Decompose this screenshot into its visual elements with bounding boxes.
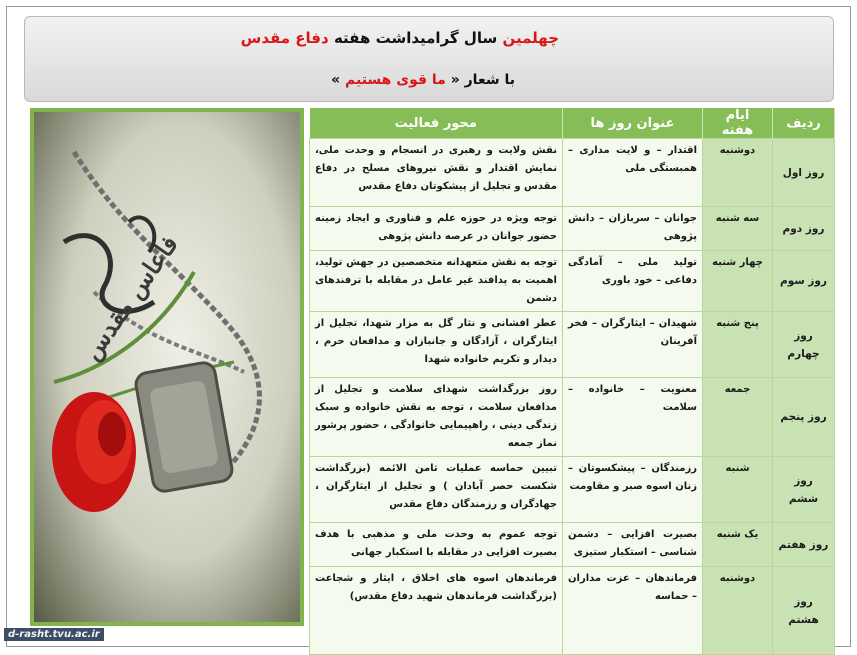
- row-label: روز دوم: [773, 207, 835, 251]
- calligraphy-text: فاعاس مقدس: [76, 230, 184, 366]
- header-weekday: ایام هفته: [703, 108, 773, 139]
- row-title: معنویت – خانواده – سلامت: [563, 378, 703, 457]
- table-row: [310, 567, 835, 655]
- dog-tag-artwork: [34, 112, 300, 622]
- slogan-prefix: با شعار «: [450, 72, 515, 88]
- row-label: روز ششم: [773, 457, 835, 523]
- row-weekday: چهار شنبه: [703, 251, 773, 312]
- table-row: [310, 523, 835, 567]
- row-focus: توجه به نقش متعهدانه متخصصین در جهش تولید، اهمیت به پدافند غیر عامل در مقابله با ترفندهای دشمن: [310, 251, 563, 312]
- row-label: روز هشتم: [773, 567, 835, 655]
- dog-tag-illustration: [34, 112, 300, 622]
- row-weekday: یک شنبه: [703, 523, 773, 567]
- row-title: رزمندگان – پیشکسوتان – زنان اسوه صبر و مقاومت: [563, 457, 703, 523]
- row-weekday: دوشنبه: [703, 139, 773, 207]
- table-row: [310, 312, 835, 378]
- row-title: جوانان – سربازان – دانش پژوهی: [563, 207, 703, 251]
- row-weekday: شنبه: [703, 457, 773, 523]
- title-box: [24, 16, 834, 102]
- slogan-text: ما قوی هستیم: [345, 72, 446, 88]
- program-table: [309, 108, 835, 655]
- row-title: فرماندهان – عزت مداران – حماسه: [563, 567, 703, 655]
- title-text: سال گرامیداشت هفته: [333, 29, 498, 47]
- site-link[interactable]: d-rasht.tvu.ac.ir: [4, 628, 104, 641]
- row-label: روز هفتم: [773, 523, 835, 567]
- row-title: اقتدار – و لایت مداری – همبستگی ملی: [563, 139, 703, 207]
- row-weekday: پنج شنبه: [703, 312, 773, 378]
- row-weekday: دوشنبه: [703, 567, 773, 655]
- row-title: بصیرت افزایی – دشمن شناسی – استکبار ستیزی: [563, 523, 703, 567]
- row-focus: تبیین حماسه عملیات ثامن الائمه (بزرگداشت شکست حصر آبادان ) و تجلیل از ایثارگران ، جهادگران و رزمندگان دفاع مقدس: [310, 457, 563, 523]
- row-title: تولید ملی – آمادگی دفاعی – خود باوری: [563, 251, 703, 312]
- table-row: [310, 378, 835, 457]
- row-focus: عطر افشانی و نثار گل به مزار شهدا، تجلیل از ایثارگران ، آزادگان و جانبازان و مدافعان حرم ، دیدار و تکریم خانواده شهدا: [310, 312, 563, 378]
- row-focus: توجه ویژه در حوزه علم و فناوری و ایجاد زمینه حضور جوانان در عرصه دانش پژوهی: [310, 207, 563, 251]
- title-highlight: دفاع مقدس: [240, 29, 329, 47]
- row-title: شهیدان – ایثارگران – فخر آفرینان: [563, 312, 703, 378]
- table-row: [310, 207, 835, 251]
- row-label: روز چهارم: [773, 312, 835, 378]
- header-activity-focus: محور فعالیت: [310, 108, 563, 139]
- header-row-number: ردیف: [773, 108, 835, 139]
- row-weekday: سه شنبه: [703, 207, 773, 251]
- row-focus: نقش ولایت و رهبری در انسجام و وحدت ملی، نمایش اقتدار و نقش نیروهای مسلح در دفاع مقدس و تجلیل از پیشکوتان دفاع مقدس: [310, 139, 563, 207]
- table-row: [310, 251, 835, 312]
- row-focus: روز بزرگداشت شهدای سلامت و تجلیل از مدافعان سلامت ، توجه به نقش خانواده و سبک زندگی دینی ، راهپیمایی خانوادگی ، حضور پرشور نماز جمعه: [310, 378, 563, 457]
- row-label: روز اول: [773, 139, 835, 207]
- row-label: روز پنجم: [773, 378, 835, 457]
- row-weekday: جمعه: [703, 378, 773, 457]
- illustration-frame: [30, 108, 304, 626]
- slogan-suffix: »: [331, 72, 341, 88]
- slogan-line: [331, 72, 515, 88]
- row-label: روز سوم: [773, 251, 835, 312]
- header-day-title: عنوان روز ها: [563, 108, 703, 139]
- title-ordinal: چهلمین: [502, 29, 559, 47]
- table-row: [310, 139, 835, 207]
- table-header-row: [310, 108, 835, 139]
- row-focus: توجه عموم به وحدت ملی و مذهبی با هدف بصیرت افزایی در مقابله با استکبار جهانی: [310, 523, 563, 567]
- table-row: [310, 457, 835, 523]
- row-focus: فرماندهان اسوه های اخلاق ، ایثار و شجاعت (بزرگداشت فرماندهان شهید دفاع مقدس): [310, 567, 563, 655]
- title-line-1: [241, 29, 559, 47]
